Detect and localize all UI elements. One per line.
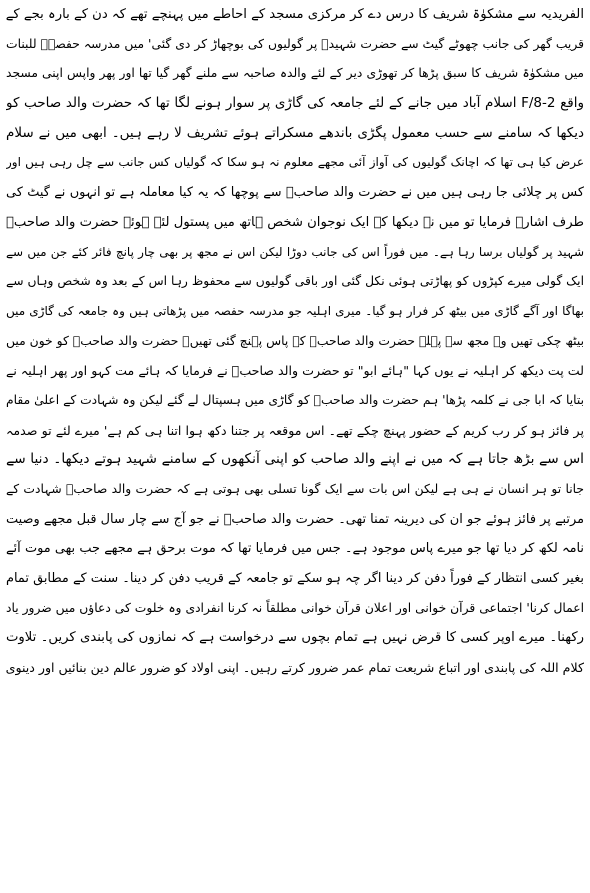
text-line-16: اس سے بڑھ جاتا ہے کہ میں نے اپنے والد صاحب کو اپنی آنکھوں کے سامنے شہید ہوتے دیکھا۔ دنیا سے xyxy=(6,451,584,468)
text-line-7: کس پر چلائی جا رہی ہیں میں نے حضرت والد صاحبؒ سے پوچھا کہ یہ کیا معاملہ ہے تو انہوں نے گیٹ کی xyxy=(6,185,584,201)
text-line-4: واقع F/8-2 اسلام آباد میں جانے کے لئے جامعہ کی گاڑی پر سوار ہونے لگا تھا کہ حضرت والد صاحب کو xyxy=(6,95,584,112)
text-line-20: بغیر کسی انتظار کے فوراً دفن کر دینا اگر چہ ہو سکے تو جامعہ کے قریب دفن کر دینا۔ سنت کے مطابق تمام xyxy=(6,571,584,587)
text-line-21: اعمال کرنا' اجتماعی قرآن خوانی اور اعلان قرآن خوانی مطلقاً نہ کرنا انفرادی وہ خلوت کی دعاؤں میں ضرور یاد xyxy=(6,600,584,615)
text-line-15: پر فائز ہو کر رب کریم کے حضور پہنچ چکے تھے۔ اس موقعہ پر جتنا دکھ ہوا اتنا ہی کم ہے' میرے لئے تو صدمہ xyxy=(6,422,584,438)
text-line-2: قریب گھر کی جانب چھوٹے گیٹ سے حضرت شہیدؒ پر گولیوں کی بوچھاڑ کر دی گئی' میں مدرسہ حفصہؓ للبنات xyxy=(6,36,584,51)
text-line-23: کلام اللہ کی پابندی اور اتباع شریعت تمام عمر ضرور کرتے رہیں۔ اپنی اولاد کو ضرور عالم دین بنائیں اور دینوی xyxy=(6,660,584,676)
text-line-5: دیکھا کہ سامنے سے حسب معمول پگڑی باندھے مسکراتے ہوئے تشریف لا رہے ہیں۔ ابھی میں نے سلام xyxy=(6,124,584,141)
text-line-10: ایک گولی میرے کپڑوں کو پھاڑتی ہوئی نکل گئی اور باقی گولیوں سے محفوظ رہا اس کے بعد وہ شخص وہاں سے xyxy=(6,274,584,289)
text-line-9: شہید پر گولیاں برسا رہا ہے۔ میں فوراً اس کی جانب دوڑا لیکن اس نے مجھ پر بھی چار پانچ فائر کئے جن میں سے xyxy=(6,244,584,259)
text-line-13: لت پت دیکھ کر اہلیہ نے یوں کہا "ہائے ابو" تو حضرت والد صاحبؒ نے فرمایا کہ ہائے مت کہو اور پھر اہلیہ نے xyxy=(6,363,584,379)
text-line-6: عرض کیا ہی تھا کہ اچانک گولیوں کی آواز آئی مجھے معلوم نہ ہو سکا کہ گولیاں کس جانب سے چل رہی ہیں اور xyxy=(6,155,584,170)
text-line-19: نامہ لکھ کر دیا تھا جو میرے پاس موجود ہے۔ جس میں فرمایا تھا کہ موت برحق ہے مجھے جب بھی موت آئے xyxy=(6,541,584,557)
text-line-1: الفریدیہ سے مشکوٰۃ شریف کا درس دے کر مرکزی مسجد کے احاطے میں پہنچے تھے کہ دن کے بارہ بجے کے xyxy=(6,7,584,22)
text-line-18: مرتبے پر فائز ہوئے جو ان کی دیرینہ تمنا تھی۔ حضرت والد صاحبؒ نے جو آج سے چار سال قبل مجھے وصیت xyxy=(6,511,584,527)
article-page xyxy=(6,0,584,893)
text-line-12: بیٹھ چکی تھیں وہ مجھ سے پہلے حضرت والد صاحبؒ کے پاس پہنچ گئی تھیں۔ حضرت والد صاحبؒ کو خون میں xyxy=(6,333,584,348)
text-line-8: طرف اشارہ فرمایا تو میں نے دیکھا کہ ایک نوجوان شخص ہاتھ میں پستول لئے ہوئے حضرت والد صاحبؒ xyxy=(6,214,584,230)
text-line-3: میں مشکوٰۃ شریف کا سبق پڑھا کر تھوڑی دیر کے لئے والدہ صاحبہ سے ملنے گھر گیا تھا اور پھر واپس اپنی مسجد xyxy=(6,66,584,81)
text-line-17: جانا تو ہر انسان نے ہی ہے لیکن اس بات سے ایک گونا تسلی بھی ہوتی ہے کہ حضرت والد صاحبؒ شہادت کے xyxy=(6,482,584,496)
text-line-14: بتایا کہ ابا جی نے کلمہ پڑھا' ہم حضرت والد صاحبؒ کو گاڑی میں ہسپتال لے گئے لیکن وہ شہادت کے اعلیٰ مقام xyxy=(6,392,584,407)
text-line-11: بھاگا اور آگے گاڑی میں بیٹھ کر فرار ہو گیا۔ میری اہلیہ جو مدرسہ حفصہ میں پڑھاتی ہیں وہ جامعہ کی گاڑی میں xyxy=(6,303,584,318)
text-line-22: رکھنا۔ میرے اوپر کسی کا قرض نہیں ہے تمام بچوں سے درخواست ہے کہ نمازوں کی پابندی کریں۔ تلاوت xyxy=(6,630,584,646)
